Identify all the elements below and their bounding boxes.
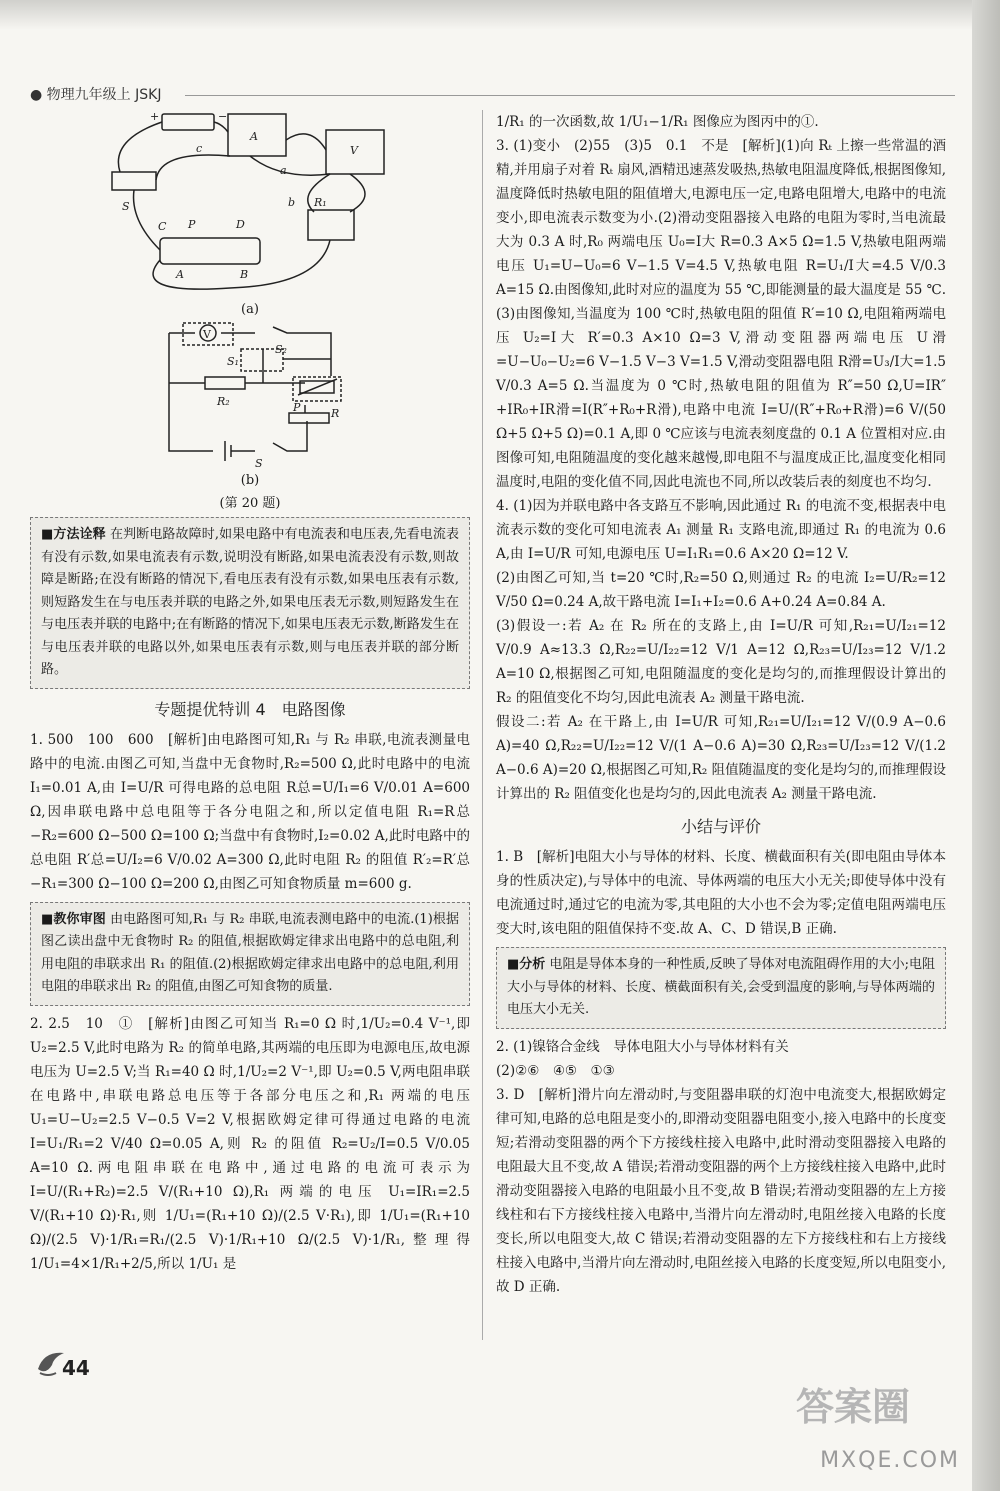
fig-b-label: R₂ xyxy=(217,395,230,408)
fig-a-label: + xyxy=(150,110,160,123)
fig-b-label: P xyxy=(293,401,301,414)
figure-b-caption: (b) xyxy=(240,473,260,488)
figure-caption: (第 20 题) xyxy=(219,496,281,511)
section-title-left: 专题提优特训 4 电路图像 xyxy=(154,699,346,719)
method-tag: ■方法诠释 xyxy=(41,527,106,542)
fig-a-label: R₁ xyxy=(314,196,327,209)
figure-a-caption: (a) xyxy=(241,302,259,317)
fig-a-label: b xyxy=(288,196,296,209)
teach-paragraph xyxy=(41,909,459,999)
summary-question-2: 2. (1)镍铬合金线 导体电阻大小与导体材料有关 (2)②⑥ ④⑤ ①③ xyxy=(496,1038,789,1079)
fig-a-label: a xyxy=(280,164,287,177)
teach-text: 由电路图可知,R₁ 与 R₂ 串联,电流表测电路中的电流.(1)根据图乙读出盘中无食物时 R₂ 的阻值,根据欧姆定律求出电路中的总电阻,利用电阻的串联求出 R₁ 的阻值.(2)根据欧姆定律求出电路中的总电阻,利用电阻的串联求出 R₂ 的阻值,由图乙可知食物的质量. xyxy=(41,911,459,994)
analysis-text: 电阻是导体本身的一种性质,反映了导体对电流阻碍作用的大小;电阻大小与导体的材料、长度、横截面积有关,会受到温度的影响,与导体两端的电压大小无关. xyxy=(507,957,935,1017)
fig-b-label: S₁ xyxy=(227,355,239,368)
fig-a-label: − xyxy=(218,110,228,123)
analysis-paragraph xyxy=(507,954,935,1022)
teach-tag: ■教你审图 xyxy=(41,911,106,927)
page-number: 44 xyxy=(62,1356,90,1380)
fig-a-label: C xyxy=(158,220,167,233)
question-3: 3. (1)变小 (2)55 (3)5 0.1 不是 [解析](1)向 Rₜ 上擦一些常温的酒精,并用扇子对着 Rₜ 扇风,酒精迅速蒸发吸热,热敏电阻温度降低,根据图像知,温度降低时热敏电阻的阻值增大,电源电压一定,电路电阻增大,电路中的电流变小,即电流表示数变为小.(2)滑动变阻器接入电路的电阻为零时,当电流最大为 0.3 A 时,R₀ 两端电压 U₀=I大 R=0.3 A×5 Ω=1.5 V,热敏电阻两端电压 U₁=U−U₀=6 V−1.5 V=4.5 V,热敏电阻 R=U₁/I大=4.5 V/0.3 A=15 Ω.由图像知,此时对应的温度为 55 ℃,即能测量的最大温度是 55 ℃.(3)由图像知,当温度为 100 ℃时,热敏电阻的阻值 R′=10 Ω,电阻箱两端电压 U₂=I大 R′=0.3 A×10 Ω=3 V,滑动变阻器两端电压 U滑=U−U₀−U₂=6 V−1.5 V−3 V=1.5 V,滑动变阻器电阻 R滑=U₃/I大=1.5 V/0.3 A=5 Ω.当温度为 0 ℃时,热敏电阻的阻值为 R″=50 Ω,U=IR″+IR₀+IR滑=I(R″+R₀+R滑),电路中电流 I=U/(R″+R₀+R滑)=6 V/(50 Ω+5 Ω+5 Ω)=0.1 A,即 0 ℃应该与电流表刻度盘的 0.1 A 位置相对应.由图像可知,电阻随温度的变化越来越慢,即电阻不与温度成正比,温度变化相同温度时,电阻的变化值不同,因此电流也不同,所以改装后表的刻度也不均匀. xyxy=(496,138,946,490)
question-2: 2. 2.5 10 ① [解析]由图乙可知当 R₁=0 Ω 时,1/U₂=0.4 V⁻¹,即 U₂=2.5 V,此时电路为 R₂ 的简单电路,其两端的电压即为电源电压,故电源电压为 U=2.5 V;当 R₁=40 Ω 时,1/U₂=2 V⁻¹,即 U₂=0.5 V,两电阻串联在电路中,串联电路总电压等于各部分电压之和,R₁ 两端的电压 U₁=U−U₂=2.5 V−0.5 V=2 V,根据欧姆定律可得通过电路的电流 I=U₁/R₁=2 V/40 Ω=0.05 A,则 R₂ 的阻值 R₂=U₂/I=0.5 V/0.05 A=10 Ω.两电阻串联在电路中,通过电路的电流可表示为 I=U/(R₁+R₂)=2.5 V/(R₁+10 Ω),R₁ 两端的电压 U₁=IR₁=2.5 V/(R₁+10 Ω)·R₁,则 1/U₁=(R₁+10 Ω)/(2.5 V·R₁),即 1/U₁=(R₁+10 Ω)/(2.5 V)·1/R₁=R₁/(2.5 V)·1/R₁+10 Ω/(2.5 V)·1/R₁,整理得 1/U₁=4×1/R₁+2/5,所以 1/U₁ 是 xyxy=(30,1015,470,1272)
column-divider xyxy=(482,110,483,1340)
analysis-box xyxy=(496,947,946,1029)
fig-b-label: V xyxy=(203,328,211,341)
right-column xyxy=(496,110,946,1299)
teach-box xyxy=(30,902,470,1006)
fig-a-label: V xyxy=(350,144,358,157)
fig-b-label: S₂ xyxy=(275,343,287,356)
header-rule xyxy=(185,95,955,96)
fig-a-label: c xyxy=(196,142,203,155)
fig-a-label: A xyxy=(176,268,184,281)
question-1: 1. 500 100 600 [解析]由电路图可知,R₁ 与 R₂ 串联,电流表测量电路中的电流.由图乙可知,当盘中无食物时,R₂=500 Ω,此时电路中的电流 I₁=0.01 A,由 I=U/R 可得电路的总电阻 R总=U/I₁=6 V/0.01 A=600 Ω,因串联电路中总电阻等于各分电阻之和,所以定值电阻 R₁=R总−R₂=600 Ω−500 Ω=100 Ω;当盘中有食物时,I₂=0.02 A,此时电路中的总电阻 R′总=U/I₂=6 V/0.02 A=300 Ω,此时电阻 R₂ 的阻值 R′₂=R′总−R₁=300 Ω−100 Ω=200 Ω,由图乙可知食物质量 m=600 g. xyxy=(30,731,470,892)
fig-b-label: S xyxy=(255,457,263,470)
running-header: ● 物理九年级上 JSKJ xyxy=(30,87,162,103)
question-4: 4. (1)因为并联电路中各支路互不影响,因此通过 R₁ 的电流不变,根据表中电流表示数的变化可知电流表 A₁ 测量 R₁ 支路电流,即通过 R₁ 的电流为 0.6 A,由 I=U/R 可知,电源电压 U=I₁R₁=0.6 A×20 Ω=12 V. (2)由图乙可知,当 t=20 ℃时,R₂=50 Ω,则通过 R₂ 的电流 I₂=U/R₂=12 V/50 Ω=0.24 A,故干路电流 I=I₁+I₂=0.6 A+0.24 A=0.84 A. (3)假设一:若 A₂ 在 R₂ 所在的支路上,由 I=U/R 可知,R₂₁=U/I₂₁=12 V/0.9 A≈13.3 Ω,R₂₂=U/I₂₂=12 V/1 A=12 Ω,R₂₃=U/I₂₃=12 V/1.2 A=10 Ω,根据图乙可知,电阻随温度的变化是均匀的,而推理假设计算出的 R₂ 的阻值变化不均匀,因此电流表 A₂ 测量干路电流. 假设二:若 A₂ 在干路上,由 I=U/R 可知,R₂₁=U/I₂₁=12 V/(0.9 A−0.6 A)=40 Ω,R₂₂=U/I₂₂=12 V/(1 A−0.6 A)=30 Ω,R₂₃=U/I₂₃=12 V/(1.2 A−0.6 A)=20 Ω,根据图乙可知,R₂ 阻值随温度的变化是均匀的,而推理假设计算出的 R₂ 阻值变化也是均匀的,因此电流表 A₂ 测量干路电流. xyxy=(496,498,946,802)
fig-a-label: B xyxy=(240,268,249,281)
summary-question-1: 1. B [解析]电阻大小与导体的材料、长度、横截面积有关(即电阻由导体本身的性质决定),与导体中的电流、导体两端的电压大小无关;即使导体中没有电流通过时,通过它的电流为零,其电阻的大小也不会为零;定值电阻两端电压变大时,该电阻的阻值保持不变.故 A、C、D 错误,B 正确. xyxy=(496,849,946,937)
circuit-figure-a xyxy=(100,110,400,300)
summary-question-3: 3. D [解析]滑片向左滑动时,与变阻器串联的灯泡中电流变大,根据欧姆定律可知,电路的总电阻是变小的,即滑动变阻器电阻变小,接入电路中的长度变短;若滑动变阻器的两个下方接线柱接入电路中,此时滑动变阻器接入电路的电阻最大且不变,故 A 错误;若滑动变阻器的两个上方接线柱接入电路中,此时滑动变阻器接入电路的电阻最小且不变,故 B 错误;若滑动变阻器的左上方接线柱和右下方接线柱接入电路中,当滑片向左滑动时,电阻丝接入电路的长度变长,所以电阻变大,故 C 错误;若滑动变阻器的左下方接线柱和右上方接线柱接入电路中,当滑片向左滑动时,电阻丝接入电路的长度变短,所以电阻变小,故 D 正确. xyxy=(496,1086,946,1295)
fig-a-label: A xyxy=(250,130,258,143)
scan-shadow-right xyxy=(972,0,1000,1491)
left-column xyxy=(30,110,470,1276)
analysis-tag: ■分析 xyxy=(507,957,546,972)
fig-b-label: R xyxy=(331,407,340,420)
header-title: 物理九年级上 JSKJ xyxy=(46,87,162,103)
question-2-continued: 1/R₁ 的一次函数,故 1/U₁−1/R₁ 图像应为图丙中的①. xyxy=(496,114,819,130)
section-title-right: 小结与评价 xyxy=(680,817,761,836)
watermark-logo: 答案圈 xyxy=(795,1385,910,1429)
scan-shadow-top xyxy=(0,0,1000,30)
fig-a-label: D xyxy=(236,218,245,231)
watermark-text: MXQE.COM xyxy=(820,1448,960,1473)
method-paragraph xyxy=(41,524,459,682)
fig-a-label: P xyxy=(188,218,196,231)
method-text: 在判断电路故障时,如果电路中有电流表和电压表,先看电流表有没有示数,如果电流表有示数,说明没有断路,如果电流表没有示数,则故障是断路;在没有断路的情况下,看电压表有没有示数,如果电压表有示数,则短路发生在与电压表并联的电路之外,如果电压表无示数,则短路发生在与电压表并联的电路中;在有断路的情况下,如果电压表无示数,断路发生在与电压表并联的电路以外,如果电压表有示数,则与电压表并联的部分断路。 xyxy=(41,527,459,677)
method-box xyxy=(30,517,470,689)
fig-a-label: S xyxy=(122,200,130,213)
circuit-figure-b xyxy=(155,321,345,471)
